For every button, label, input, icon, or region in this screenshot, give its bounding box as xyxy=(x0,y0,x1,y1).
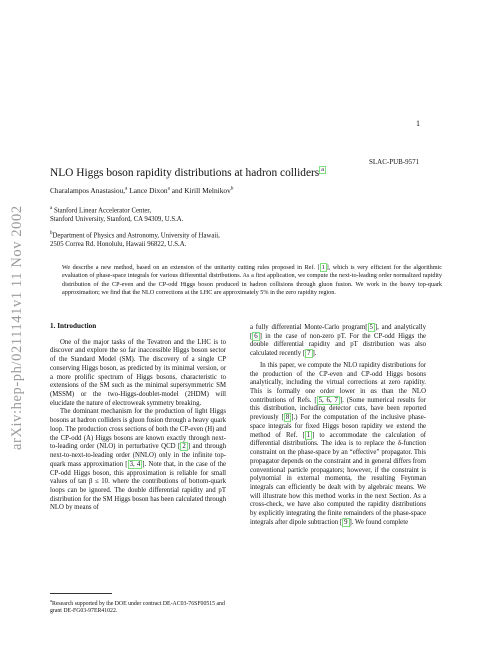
paragraph-text: ]. Note that, in the case of the CP-odd Higgs boson, this approximation is reliable for small values of tan β ≤ 10. where the contributions of bottom-quark loops can be ignored. The double differential rapidity and pT distribution for the SM Higgs boson has been calculated through NLO by means of xyxy=(50,460,226,512)
author-list xyxy=(50,186,233,195)
affiliation-a xyxy=(50,204,183,224)
paragraph-text: ] in the case of non-zero pT. For the CP-odd Higgs the double differential rapidity and pT distribution was also calculated recently [ xyxy=(250,332,426,358)
paragraph-text: ]. We found complete xyxy=(349,518,409,526)
citation-link[interactable]: 2 xyxy=(182,443,186,451)
author-2-affiliation: a xyxy=(167,186,170,192)
citation-link[interactable]: 1 xyxy=(306,431,311,439)
paragraph-text: ] to accommodate the calculation of differential distributions. The idea is to replace the δ-function constraint on the phase-space by an “effective” propagator. This propagator depends on the constraint and in general differs from conventional particle propagators; however, if the constraint is polynomial in external momenta, the resulting Feynman integrals can efficiently be dealt with by algebraic means. We will illustrate how this method works in the next Section. As a cross-check, we have also computed the rapidity distributions by explicitly integrating the finite remainders of the phase-space integrals after dipole subtraction [ xyxy=(250,431,426,526)
affiliation-a-line2: Stanford University, Stanford, CA 94309, U.S.A. xyxy=(50,216,184,224)
arxiv-stamp: arXiv:hep-ph/0211141v1 11 Nov 2002 xyxy=(9,205,25,450)
footnote-divider xyxy=(50,593,112,594)
paragraph-text: ], and analytically [ xyxy=(250,324,426,340)
affiliation-a-name: Stanford Linear Accelerator Center, xyxy=(53,207,152,215)
abstract xyxy=(62,264,442,298)
section-title: Introduction xyxy=(57,322,97,330)
section-heading xyxy=(50,322,226,331)
intro-paragraph-2 xyxy=(50,408,226,513)
paragraph-text: In this paper, we compute the NLO rapidity distributions for the production of the CP-even and CP-odd Higgs bosons analytically, including the virtual corrections at zero rapidity. This is formally one order lower in αs than the NLO contributions of Refs. [ xyxy=(250,361,426,404)
intro-paragraph-1: One of the major tasks of the Tevatron and the LHC is to discover and explore the so far inaccessible Higgs boson sector of the Standard Model (SM). The discovery of a single CP conserving Higgs boson, as predicted by its minimal version, or a more prolific spectrum of Higgs bosons, characteristic to extensions of the SM such as the minimal supersymmetric SM (MSSM) or the two-Higgs-doublet-model (2HDM) will elucidate the nature of electroweak symmetry breaking. xyxy=(50,338,226,407)
affiliation-b-line2: 2505 Correa Rd. Honolulu, Hawaii 96822, U.S.A. xyxy=(50,241,187,249)
footnote xyxy=(50,597,226,615)
left-column xyxy=(50,322,226,513)
affiliation-b xyxy=(50,229,220,249)
paragraph-text: The dominant mechanism for the production of light Higgs bosons at hadron colliders is gluon fusion through a heavy quark loop. The production cross sections of both the CP-even (H) and the CP-odd (A) Higgs bosons are known exactly through next-to-leading order (NLO) in perturbative QCD [ xyxy=(50,408,226,451)
paper-title xyxy=(50,167,326,179)
citation-link[interactable]: 3, 4 xyxy=(129,460,141,468)
abstract-text: We describe a new method, based on an extension of the unitarity cutting rules proposed in Ref. [ xyxy=(62,264,320,271)
paragraph-text: ].) For the computation of the inclusive phase-space integrals for fixed Higgs boson rapidity we extend the method of Ref. [ xyxy=(250,414,426,439)
page-number: 1 xyxy=(416,119,420,128)
section-number: 1. xyxy=(50,322,56,330)
affiliation-b-marker: b xyxy=(50,231,53,236)
citation-link[interactable]: 5 xyxy=(369,324,373,331)
affiliation-a-line1 xyxy=(50,204,183,215)
citation-link[interactable]: 8 xyxy=(285,414,290,422)
citation-link[interactable]: 9 xyxy=(344,518,348,526)
citation-link[interactable]: 5, 6, 7 xyxy=(318,396,338,404)
affiliation-a-marker: a xyxy=(50,206,53,211)
citation-link[interactable]: 6 xyxy=(254,332,258,340)
paragraph-text: a fully differential Monte-Carlo program[ xyxy=(250,324,368,331)
author-2: Lance Dixon xyxy=(127,186,168,195)
title-text: NLO Higgs boson rapidity distributions at hadron colliders xyxy=(50,167,320,179)
author-3-affiliation: b xyxy=(230,186,234,192)
affiliation-b-line1 xyxy=(50,229,220,240)
paragraph-text: ]. (Some numerical results for this distribution, including detector cuts, have been reported previously [ xyxy=(250,396,426,422)
abstract-text-cont: ], which is very efficient for the algorithmic evaluation of phase-space integrals for various differential distributions. As a first application, we compute the next-to-leading order normalized rapidity distribution of the CP-even and the CP-odd Higgs boson produced in hadron collisions through gluon fusion. We work in the heavy top-quark approximation; we find that the NLO corrections at the LHC are approximately 5% in the zero rapidity region. xyxy=(62,264,443,297)
footnote-marker: a xyxy=(50,598,52,603)
paragraph-text: ] and through next-to-next-to-leading order (NNLO) only in the infinite top-quark mass approximation [ xyxy=(50,443,226,468)
author-1-affiliation: a xyxy=(125,186,128,192)
author-1: Charalampos Anastasiou, xyxy=(50,186,126,195)
title-footnote-link[interactable]: a xyxy=(321,167,324,174)
right-column xyxy=(250,324,426,528)
citation-link[interactable]: 1 xyxy=(321,264,325,271)
right-paragraph-1 xyxy=(250,324,426,359)
report-id: SLAC-PUB-9571 xyxy=(369,158,420,166)
paragraph-text: ]. xyxy=(312,350,317,358)
affiliation-b-name: Department of Physics and Astronomy, University of Hawaii, xyxy=(52,232,220,240)
right-paragraph-2 xyxy=(250,362,426,528)
footnote-text: Research supported by the DOE under contract DE-AC03-76SF00515 and grant DE-FG03-97ER41022. xyxy=(50,600,225,615)
author-3: and Kirill Melnikov xyxy=(169,186,231,195)
citation-link[interactable]: 7 xyxy=(307,350,311,358)
